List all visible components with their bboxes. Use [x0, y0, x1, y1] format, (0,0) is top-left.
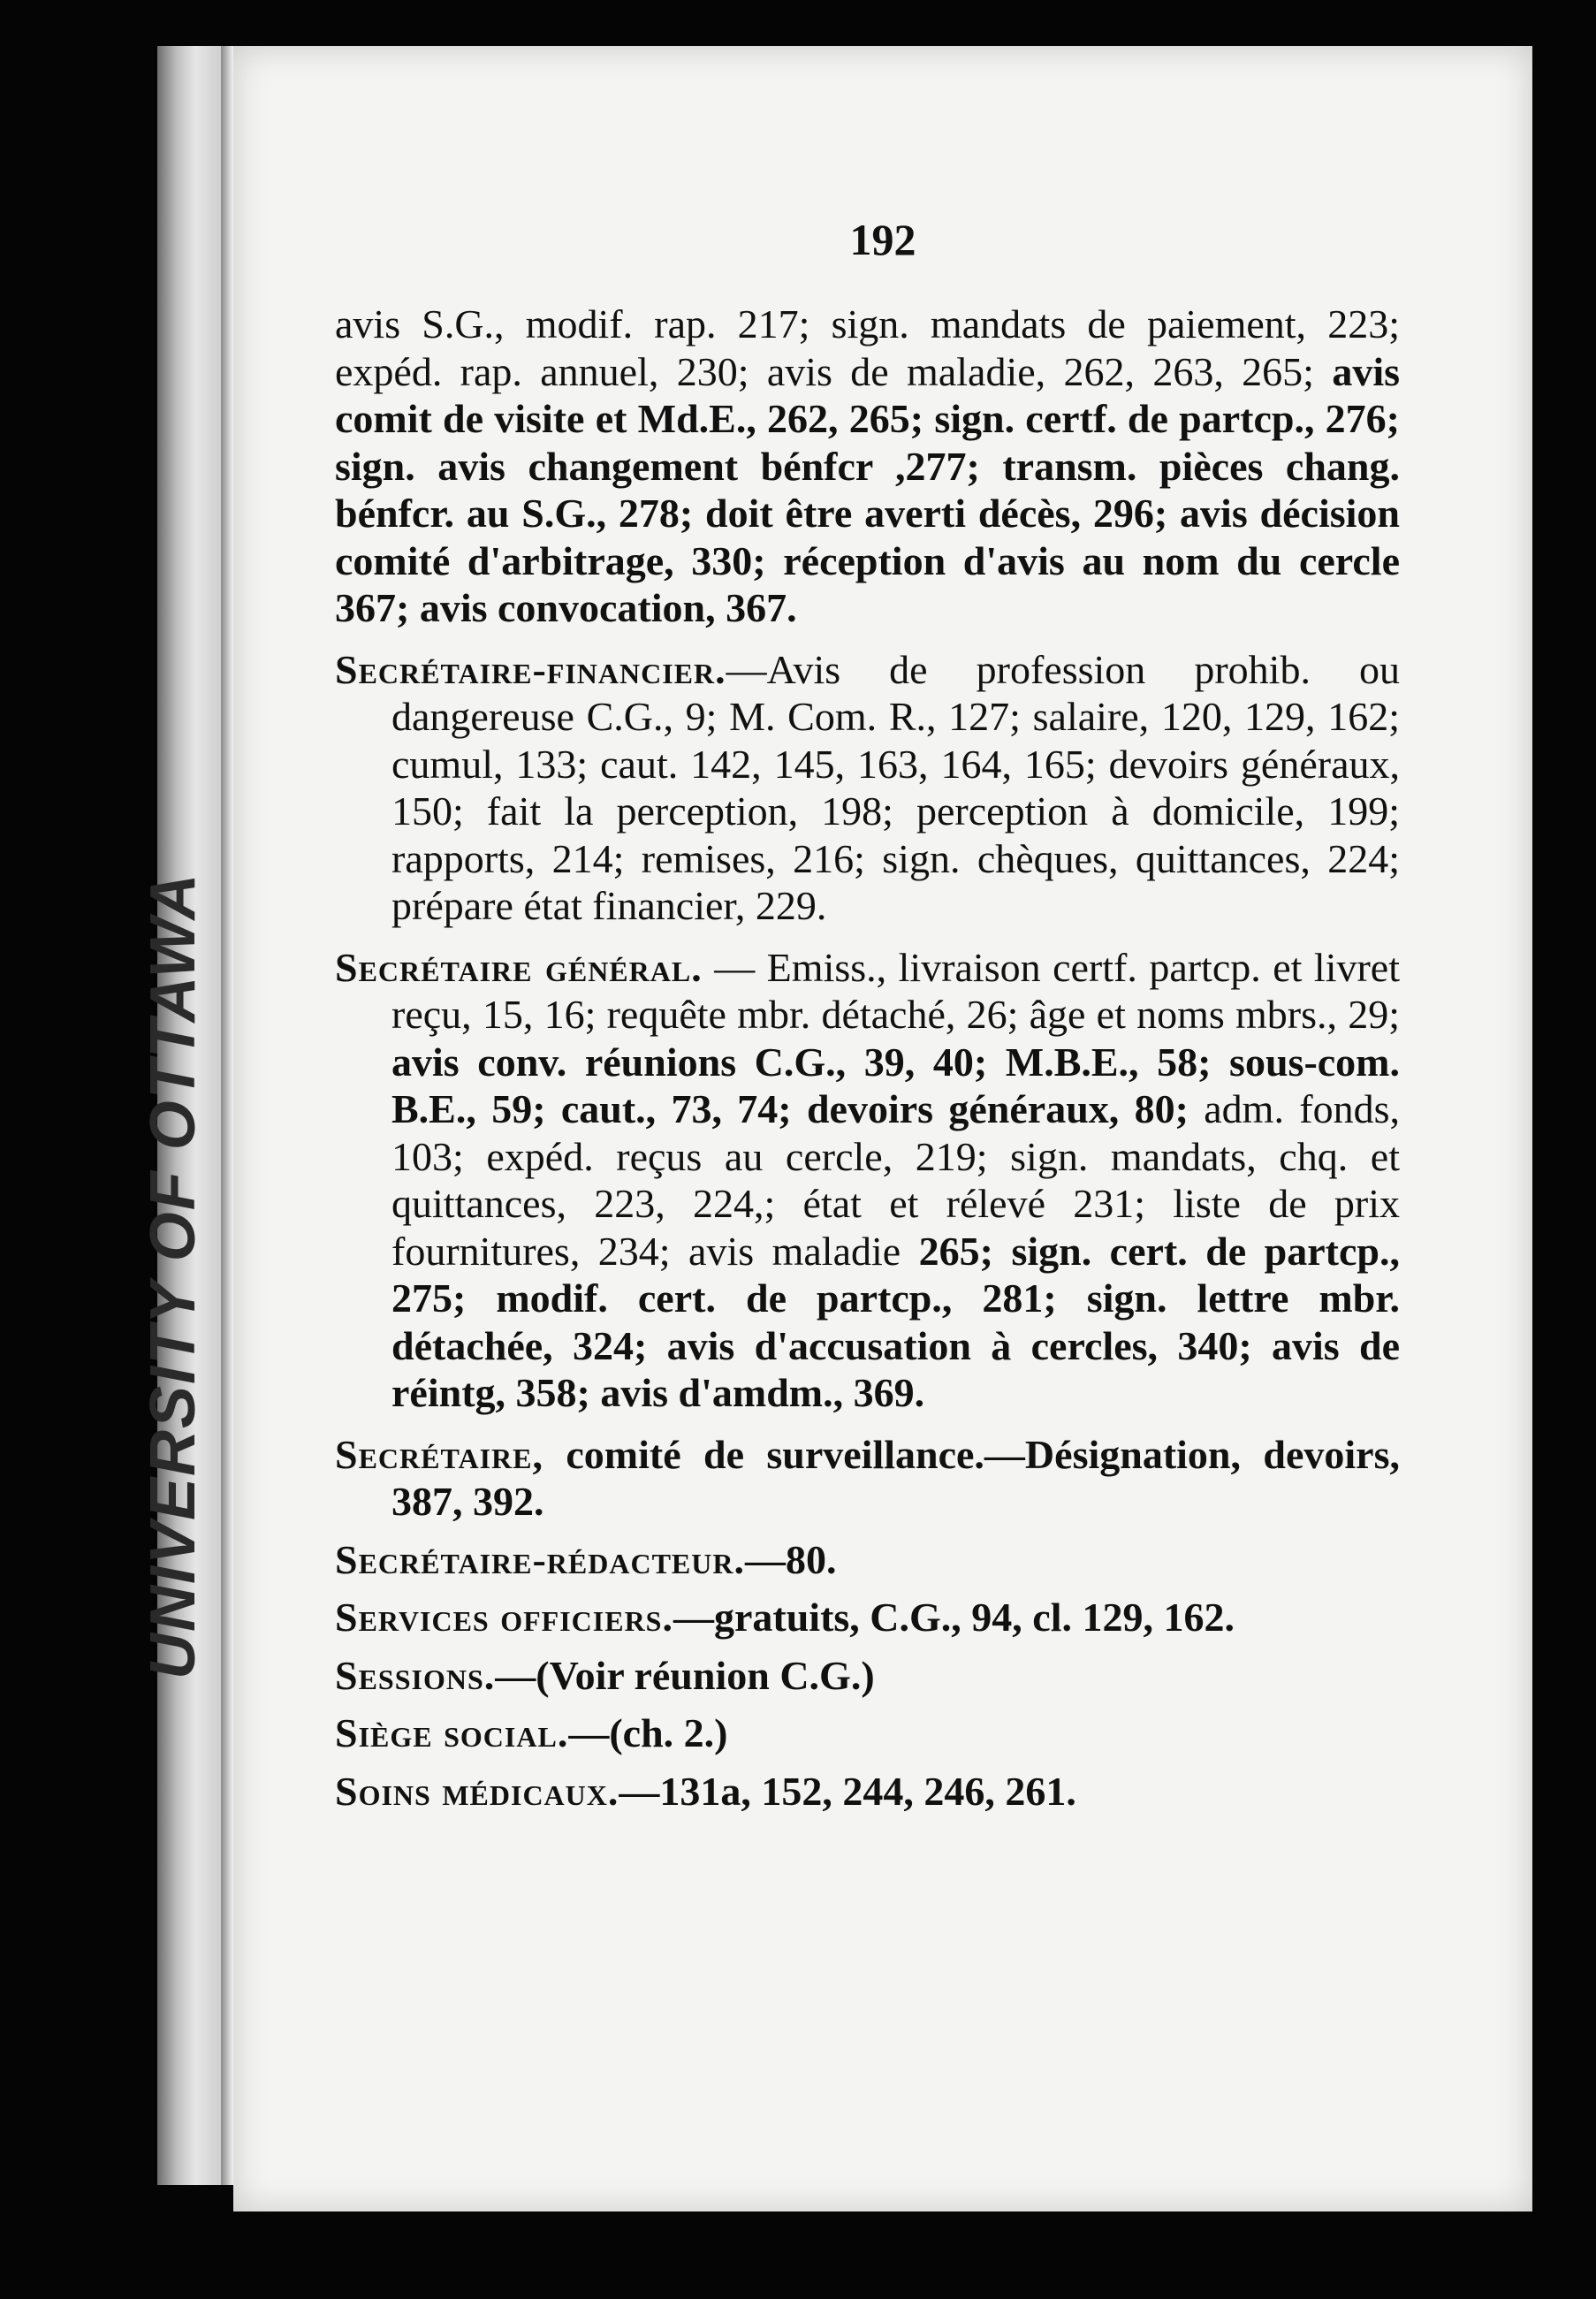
index-entry-siege-social — [335, 1709, 1400, 1757]
entry-heading: Secrétaire-rédacteur. — [335, 1536, 745, 1582]
entry-heading: Sessions. — [335, 1652, 496, 1698]
index-entry-secretaire-financier — [335, 646, 1400, 930]
entry-heading: Secrétaire-financier. — [335, 646, 726, 692]
entry-text: — Emiss., livraison certf. partcp. et livret reçu, 15, 16; requête mbr. détaché, 26; âge et noms mbrs., 29; — [391, 944, 1400, 1037]
entry-text: —gratuits, C.G., 94, cl. 129, 162. — [673, 1595, 1235, 1640]
page-number: 192 — [849, 215, 916, 264]
entry-text: adm. fonds, 103; expéd. reçus au cercle, 219; sign. mandats, chq. et quittances, 223, 224,; état et rélevé 231; liste de prix fournitures, 234; avis maladie — [391, 1086, 1401, 1274]
library-stamp: UNIVERSITY OF OTTAWA — [138, 872, 209, 1679]
entry-text: —(ch. 2.) — [568, 1710, 728, 1755]
book-page — [233, 46, 1532, 2211]
entry-text: —80. — [744, 1536, 837, 1582]
entry-text: comité de surveillance.—Désignation, devoirs, 387, 392. — [391, 1431, 1400, 1524]
entry-text: —Avis de profession prohib. ou dangereuse C.G., 9; M. Com. R., 127; salaire, 120, 129, 162; cumul, 133; caut. 142, 145, 163, 164, 165; devoirs généraux, 150; fait la perception, 198; perception à domicile, 199; rapports, 214; remises, 216; sign. chèques, quittances, 224; prépare état financier, 229. — [391, 646, 1400, 928]
entry-heading: Services officiers. — [335, 1595, 673, 1640]
entry-text: —(Voir réunion C.G.) — [495, 1652, 875, 1698]
index-entry-soins-medicaux — [335, 1768, 1400, 1816]
entry-heading: Secrétaire général. — [335, 944, 703, 990]
index-entry-secretaire-redacteur — [335, 1536, 1400, 1584]
continuation-text-bold: avis comit de visite et Md.E., 262, 265; sign. certf. de partcp., 276; sign. avis changement bénfcr ,277; transm. pièces chang. bénfcr. au S.G., 278; doit être averti décès, 296; avis décision comité d'arbitrage, 330; réception d'avis au nom du cercle 367; avis convocation, 367. — [335, 348, 1400, 630]
entry-heading: Soins médicaux. — [335, 1768, 619, 1814]
entry-text: —131a, 152, 244, 246, 261. — [619, 1768, 1076, 1814]
continuation-text-plain: avis S.G., modif. rap. 217; sign. mandats de paiement, 223; expéd. rap. annuel, 230; avis de maladie, 262, 263, 265; — [335, 301, 1400, 394]
page-edge — [221, 46, 233, 2185]
index-entry-continuation — [335, 301, 1400, 632]
entry-heading: Secrétaire, — [335, 1431, 543, 1477]
entry-text: avis conv. réunions C.G., 39, 40; M.B.E., 58; sous-com. B.E., 59; caut., 73, 74; devoirs généraux, 80; — [391, 1039, 1400, 1131]
entry-text: 265; sign. cert. de partcp., 275; modif. cert. de partcp., 281; sign. lettre mbr. détachée, 324; avis d'accusation à cercles, 340; avis de réintg, 358; avis d'amdm., 369. — [391, 1228, 1400, 1415]
entry-heading: Siège social. — [335, 1710, 569, 1755]
index-content — [335, 301, 1400, 1825]
index-entry-sessions — [335, 1652, 1400, 1700]
index-entry-services-officiers — [335, 1594, 1400, 1641]
index-entry-secretaire-general — [335, 944, 1400, 1417]
index-entry-secretaire-surveillance — [335, 1431, 1400, 1526]
